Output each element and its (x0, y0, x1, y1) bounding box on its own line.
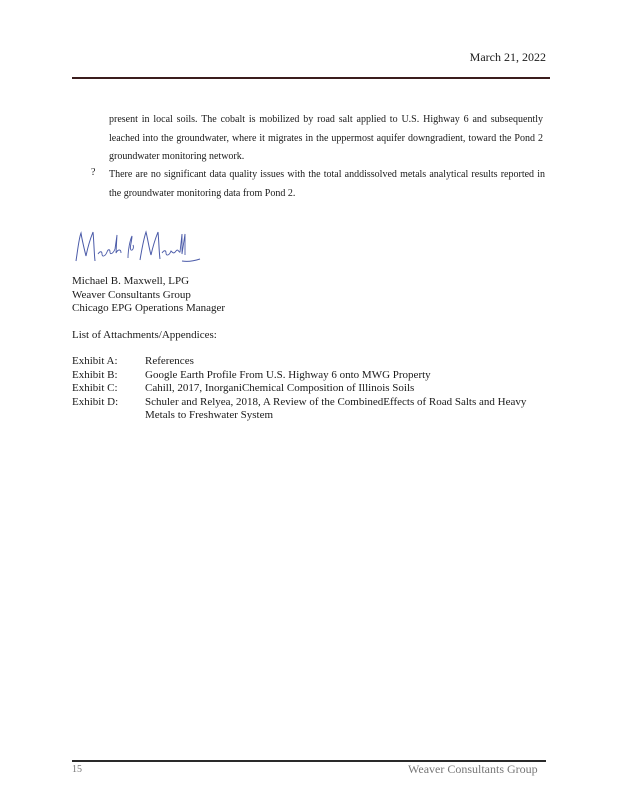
exhibit-text: Google Earth Profile From U.S. Highway 6 onto MWG Property (145, 368, 431, 381)
signer-company: Weaver Consultants Group (72, 288, 191, 301)
exhibit-row (72, 355, 550, 369)
exhibit-row (72, 369, 550, 383)
exhibit-text: Cahill, 2017, InorganiChemical Composition of Illinois Soils (145, 382, 415, 394)
footer-company: Weaver Consultants Group (408, 762, 538, 776)
bullet-marker: ? (91, 167, 96, 178)
handwritten-signature (72, 228, 202, 266)
exhibit-list (72, 355, 550, 423)
attachments-heading: List of Attachments/Appendices: (72, 329, 217, 341)
exhibit-label: Exhibit B: (72, 368, 118, 381)
exhibit-label: Exhibit D: (72, 395, 119, 408)
document-date: March 21, 2022 (469, 50, 546, 64)
signature-block (72, 275, 225, 316)
signer-name: Michael B. Maxwell, LPG (72, 275, 190, 287)
exhibit-row (72, 382, 550, 396)
exhibit-label: Exhibit A: (72, 355, 118, 367)
body-paragraph: present in local soils. The cobalt is mobilized by road salt applied to U.S. Highway 6 and subsequently leached into the groundwater, where it migrates in the uppermost aquifer downgradient, toward the Pond 2 groundwater monitoring network. (109, 114, 543, 162)
exhibit-row (72, 396, 550, 423)
header-divider (72, 77, 550, 79)
exhibit-text: Schuler and Relyea, 2018, A Review of the CombinedEffects of Road Salts and Heavy Metals to Freshwater System (145, 395, 527, 421)
page-number: 15 (72, 764, 82, 775)
exhibit-text: References (145, 355, 194, 367)
exhibit-label: Exhibit C: (72, 382, 118, 394)
signer-title: Chicago EPG Operations Manager (72, 302, 226, 314)
bullet-paragraph: There are no significant data quality issues with the total anddissolved metals analytical results reported in the groundwater monitoring data from Pond 2. (109, 169, 545, 199)
